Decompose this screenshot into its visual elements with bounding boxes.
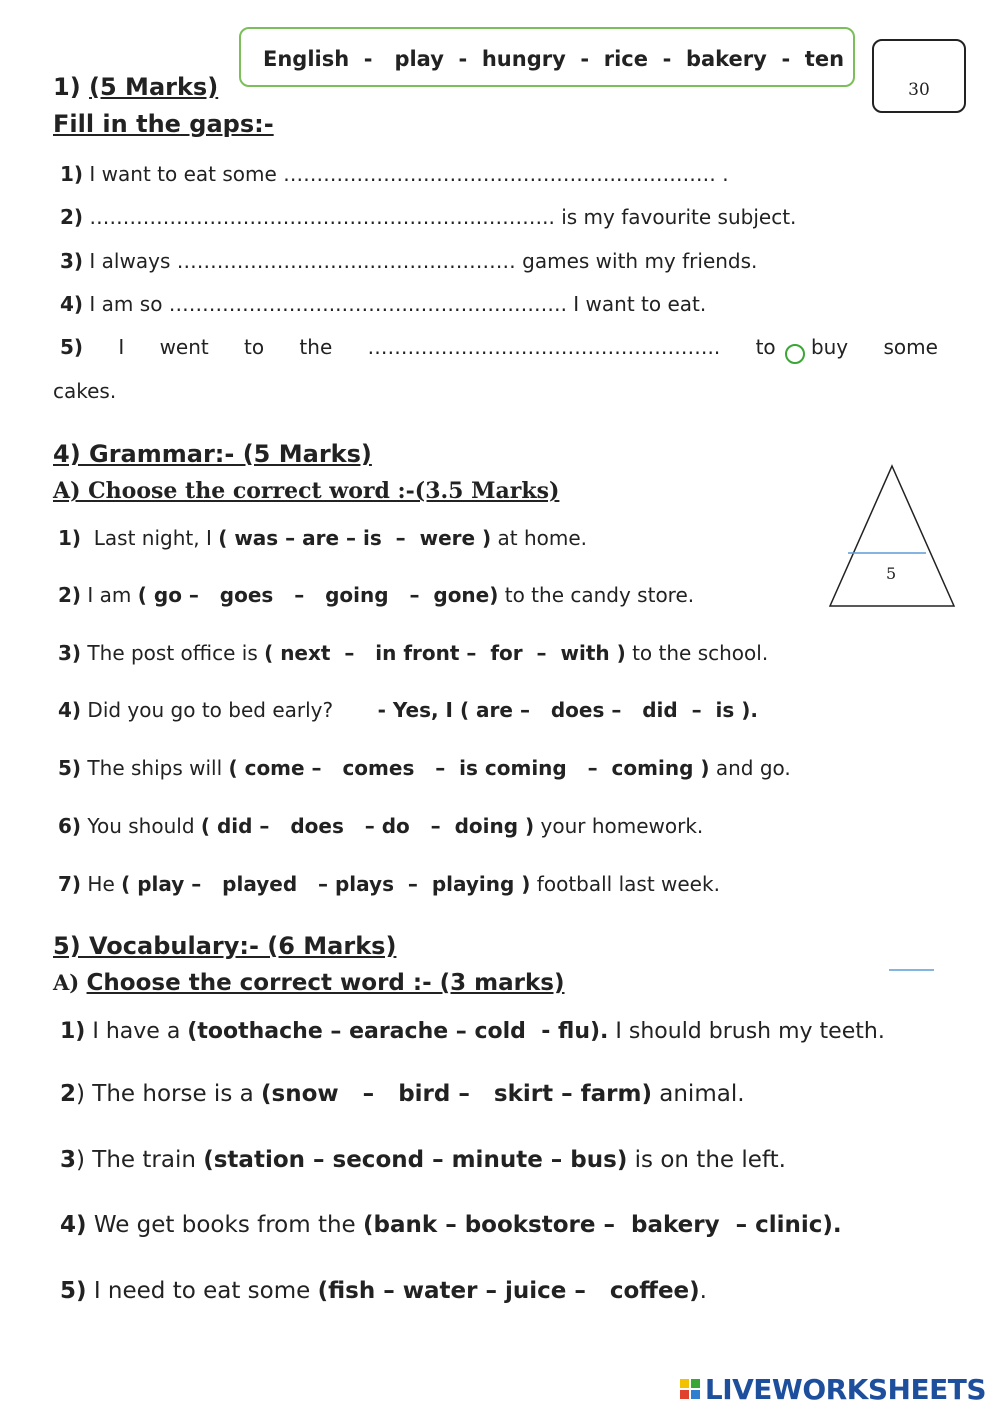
triangle-score-icon [826,462,958,612]
gap-item-4 [60,292,706,316]
section1-marks: (5 Marks) [89,73,219,101]
item-text: I am [81,583,138,607]
word: the [299,335,333,359]
word: I [118,335,125,359]
liveworksheets-logo[interactable] [679,1373,986,1406]
item-number: 3) [60,249,84,273]
word: to [755,335,776,359]
item-text: to the school. [625,641,769,665]
options[interactable]: (snow – bird – skirt – farm) [261,1081,652,1107]
options[interactable]: (bank – bookstore – bakery – clinic). [363,1212,842,1238]
item-number: 5) [58,756,82,780]
item-number: 4) [60,1212,87,1238]
item-text: He [81,872,122,896]
logo-icon [679,1377,701,1401]
gap-item-3 [60,249,757,273]
gap-text[interactable]: I always ………………………..……….………… games with my friends. [83,249,758,273]
item-text: . [699,1278,707,1304]
word-bank: English - play - hungry - rice - bakery - ten [239,27,855,87]
item-number: 4) [60,292,84,316]
grammar-item-6 [58,814,703,838]
item-text: We get books from the [86,1212,364,1238]
item-number: 3) [58,641,82,665]
item-text: Did you go to bed early? [81,698,378,722]
grammar-item-2 [58,583,694,607]
section5-subtitle [53,970,565,996]
word: went [159,335,209,359]
item-number: 6) [58,814,82,838]
options[interactable]: ( did – does – do – doing ) [200,814,535,838]
vocab-item-4 [60,1212,842,1238]
item-number: 2) [60,205,84,229]
section5-title: 5) Vocabulary:- (6 Marks) [53,932,397,960]
gap-text[interactable]: I am so ……………………..………...…………………. I want to eat. [83,292,707,316]
options[interactable]: ( come – comes – is coming – coming ) [228,756,710,780]
item-number: 1) [58,526,82,550]
subtitle-prefix: A) [53,970,80,995]
grammar-item-3 [58,641,768,665]
item-text: ) The horse is a [76,1081,262,1107]
vocab-item-1 [60,1019,885,1044]
options[interactable]: ( was – are – is – were ) [218,526,492,550]
options[interactable]: (fish – water – juice – coffee) [317,1278,700,1304]
item-text: and go. [709,756,791,780]
item-text: You should [81,814,201,838]
options[interactable]: - Yes, I ( are – does – did – is ). [377,698,759,722]
item-number: 4) [58,698,82,722]
item-text: The post office is [81,641,265,665]
grammar-item-1 [58,526,587,550]
item-text: to the candy store. [498,583,695,607]
item-text: at home. [491,526,588,550]
options[interactable]: ( next – in front – for – with ) [264,641,626,665]
item-number: 5) [60,1278,87,1304]
item-number: 5) [60,335,84,359]
word: some [883,335,938,359]
triangle-value: 5 [886,564,897,583]
vocab-item-5 [60,1278,707,1304]
grammar-item-7 [58,872,720,896]
grammar-item-4 [58,698,758,722]
word: buy [810,335,849,359]
item-text: football last week. [530,872,720,896]
item-text: I should brush my teeth. [608,1019,885,1044]
gap-item-5-line2: cakes. [53,379,117,403]
section1-title: Fill in the gaps:- [53,110,274,138]
item-text: Last night, I [81,526,219,550]
section1-number: 1) [53,73,81,101]
subtitle-text: Choose the correct word :- (3 marks) [86,970,565,996]
item-number: 1) [60,162,84,186]
annotation-line-icon [888,966,936,974]
item-text: I have a [85,1019,188,1044]
logo-text: LIVEWORKSHEETS [704,1373,986,1406]
vocab-item-2 [60,1081,745,1107]
word: to [244,335,265,359]
item-number: 1) [60,1019,86,1044]
circle-mark-icon [783,342,807,366]
options[interactable]: (station – second – minute – bus) [203,1147,628,1173]
score-box: 30 [872,39,966,113]
item-text: The ships will [81,756,229,780]
item-text: animal. [651,1081,745,1107]
options[interactable]: (toothache – earache – cold - flu). [187,1019,609,1044]
gap-text[interactable]: I want to eat some ………………….……………………….…………… . [83,162,729,186]
section1-heading [53,73,218,101]
item-number: 7) [58,872,82,896]
section4-title: 4) Grammar:- (5 Marks) [53,440,372,468]
item-number: 2) [58,583,82,607]
item-text: I need to eat some [86,1278,318,1304]
options[interactable]: ( play – played – plays – playing ) [121,872,531,896]
gap-item-2 [60,205,796,229]
section4-subtitle: A) Choose the correct word :-(3.5 Marks) [53,478,560,504]
gap-text[interactable]: …………………………………………….. [367,335,721,359]
item-text: your homework. [534,814,704,838]
grammar-item-5 [58,756,791,780]
vocab-item-3 [60,1147,786,1173]
gap-item-1 [60,162,729,186]
options[interactable]: ( go – goes – going – gone) [137,583,499,607]
gap-text[interactable]: …………………………………………………..……….. is my favourite subject. [83,205,797,229]
item-number: 2 [60,1081,77,1107]
item-text: ) The train [76,1147,204,1173]
item-text: is on the left. [627,1147,786,1173]
item-number: 3 [60,1147,77,1173]
